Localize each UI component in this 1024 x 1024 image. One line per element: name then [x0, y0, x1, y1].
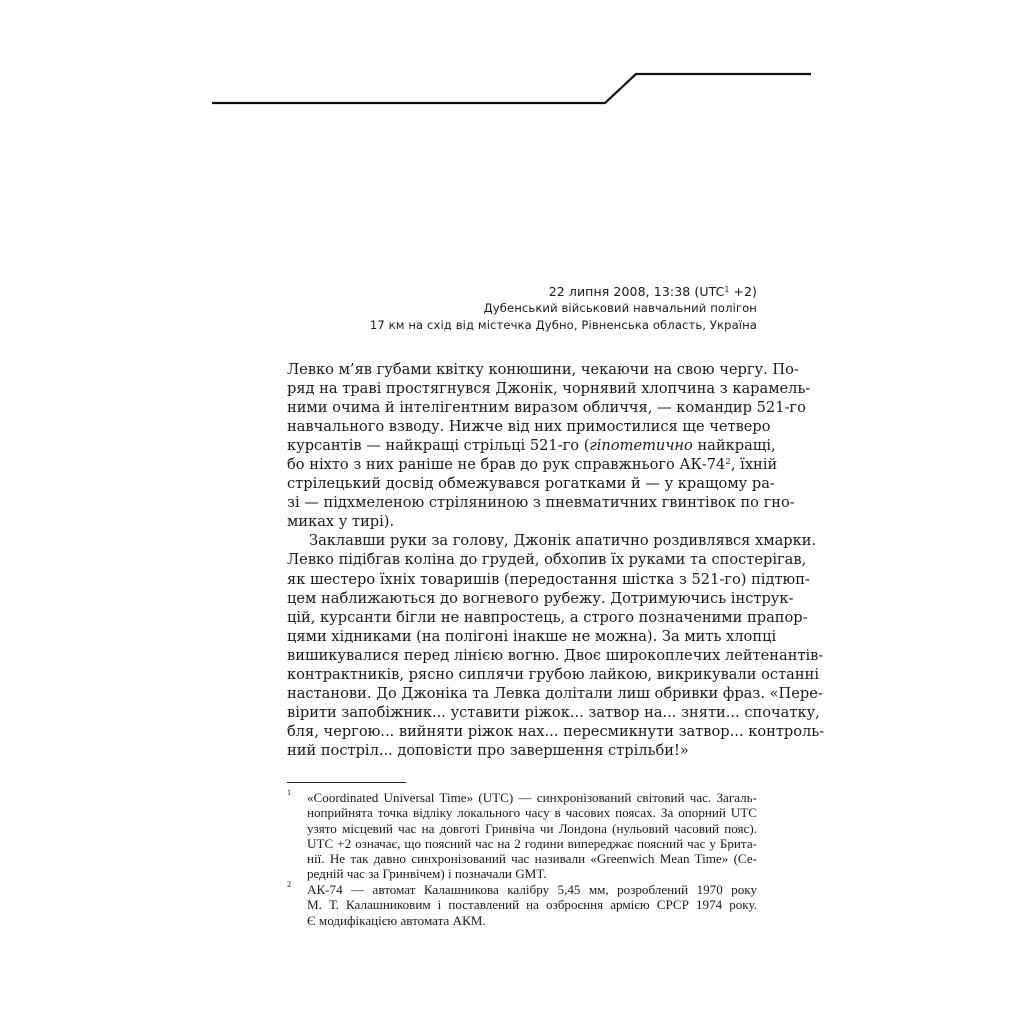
- text-line: вірити запобіжник... уставити ріжок... затвор на... зняти... спочатку,: [287, 703, 820, 721]
- text-segment: найкращі,: [692, 437, 776, 455]
- footnote-line: UTC +2 означає, що поясний час на 2 години випереджає поясний час у Брита-: [307, 835, 757, 851]
- text-line: Левко підібгав коліна до грудей, обхопив їх руками та спостерігав,: [287, 551, 807, 569]
- text-line: цями хідниками (на полігоні інакше не можна). За мить хлопці: [287, 627, 777, 645]
- text-line: контрактників, рясно сиплячи грубою лайкою, викрикували останні: [287, 665, 820, 683]
- footnote-number: 1: [287, 788, 291, 797]
- date-text: 22 липня 2008, 13:38 (UTC: [548, 284, 725, 299]
- chapter-location: 17 км на схід від містечка Дубно, Рівненська область, Україна: [369, 318, 757, 332]
- footnote-2: [287, 882, 757, 928]
- text-line: цій, курсанти бігли не навпростець, а строго позначеними прапор-: [287, 608, 808, 626]
- text-line: зі — підхмеленою стріляниною з пневматичних гвинтівок по гно-: [287, 494, 795, 512]
- footnote-1: [287, 790, 757, 882]
- text-line: бля, чергою... вийняти ріжок нах... пересмикнути затвор... контроль-: [287, 722, 825, 740]
- text-line: стрілецький досвід обмежувався рогатками й — у кращому ра-: [287, 475, 775, 493]
- text-line: [287, 436, 776, 455]
- text-segment: бо ніхто з них раніше не брав до рук справжнього АК-74: [287, 456, 726, 474]
- text-line: Заклавши руки за голову, Джонік апатично роздивлявся хмарки.: [309, 532, 817, 550]
- footnote-line: М. Т. Калашниковим і поставлений на озброєння армією СРСР 1974 року.: [307, 897, 757, 913]
- body-text: [287, 360, 825, 760]
- text-line: навчального взводу. Нижче від них примостилися ще четверо: [287, 418, 771, 436]
- footnote-separator: [287, 782, 406, 783]
- text-line: цем наближаються до вогневого рубежу. Дотримуючись інструк-: [287, 589, 794, 607]
- footnote-line: нії. Не так давно синхронізований час називали «Greenwich Mean Time» (Се-: [307, 851, 757, 867]
- text-segment: курсантів — найкращі стрільці 521-го (: [287, 437, 590, 455]
- text-line: настанови. До Джоніка та Левка долітали лиш обривки фраз. «Пере-: [287, 684, 823, 702]
- text-line: ряд на траві простягнувся Джонік, чорнявий хлопчина з карамель-: [287, 380, 811, 398]
- footnote-line: редній час за Гринвічем) і позначали GMT.: [307, 866, 547, 882]
- text-line: ний постріл... доповісти про завершення стрільби!»: [287, 741, 689, 759]
- text-line: [287, 455, 778, 474]
- text-line: ними очима й інтелігентним виразом обличчя, — командир 521-го: [287, 399, 806, 417]
- footnote-line: АК-74 — автомат Калашникова калібру 5,45 мм, розроблений 1970 року: [307, 882, 757, 897]
- footnote-line: ноприйнята точка відліку локального часу в часових поясах. За опорний UTC: [307, 805, 757, 821]
- text-line: як шестеро їхніх товаришів (передостання шістка з 521-го) підтюп-: [287, 570, 810, 588]
- header-decorative-rule: [0, 0, 1024, 120]
- footnote-line: Є модифікацією автомата АКМ.: [307, 912, 486, 928]
- text-segment: , їхній: [730, 456, 778, 474]
- chapter-place: Дубенський військовий навчальний полігон: [483, 301, 757, 315]
- text-line: миках у тирі).: [287, 513, 395, 531]
- footnote-number: 2: [287, 880, 291, 889]
- footnote-ref-2[interactable]: 2: [725, 457, 731, 468]
- text-line: Левко м’яв губами квітку конюшини, чекаючи на свою чергу. По-: [287, 361, 799, 378]
- footnote-line: «Coordinated Universal Time» (UTC) — синхронізований світовий час. Загаль-: [307, 790, 757, 805]
- emphasis-text: гіпотетично: [589, 437, 693, 455]
- date-offset: +2): [729, 284, 757, 299]
- text-line: вишикувалися перед лінією вогню. Двоє широкоплечих лейтенантів-: [287, 646, 824, 664]
- chapter-date: [549, 284, 757, 299]
- footnote-ref-1[interactable]: 1: [724, 284, 730, 294]
- footnote-line: узято місцевий час на довготі Гринвіча чи Лондона (нульовий часовий пояс).: [307, 820, 757, 836]
